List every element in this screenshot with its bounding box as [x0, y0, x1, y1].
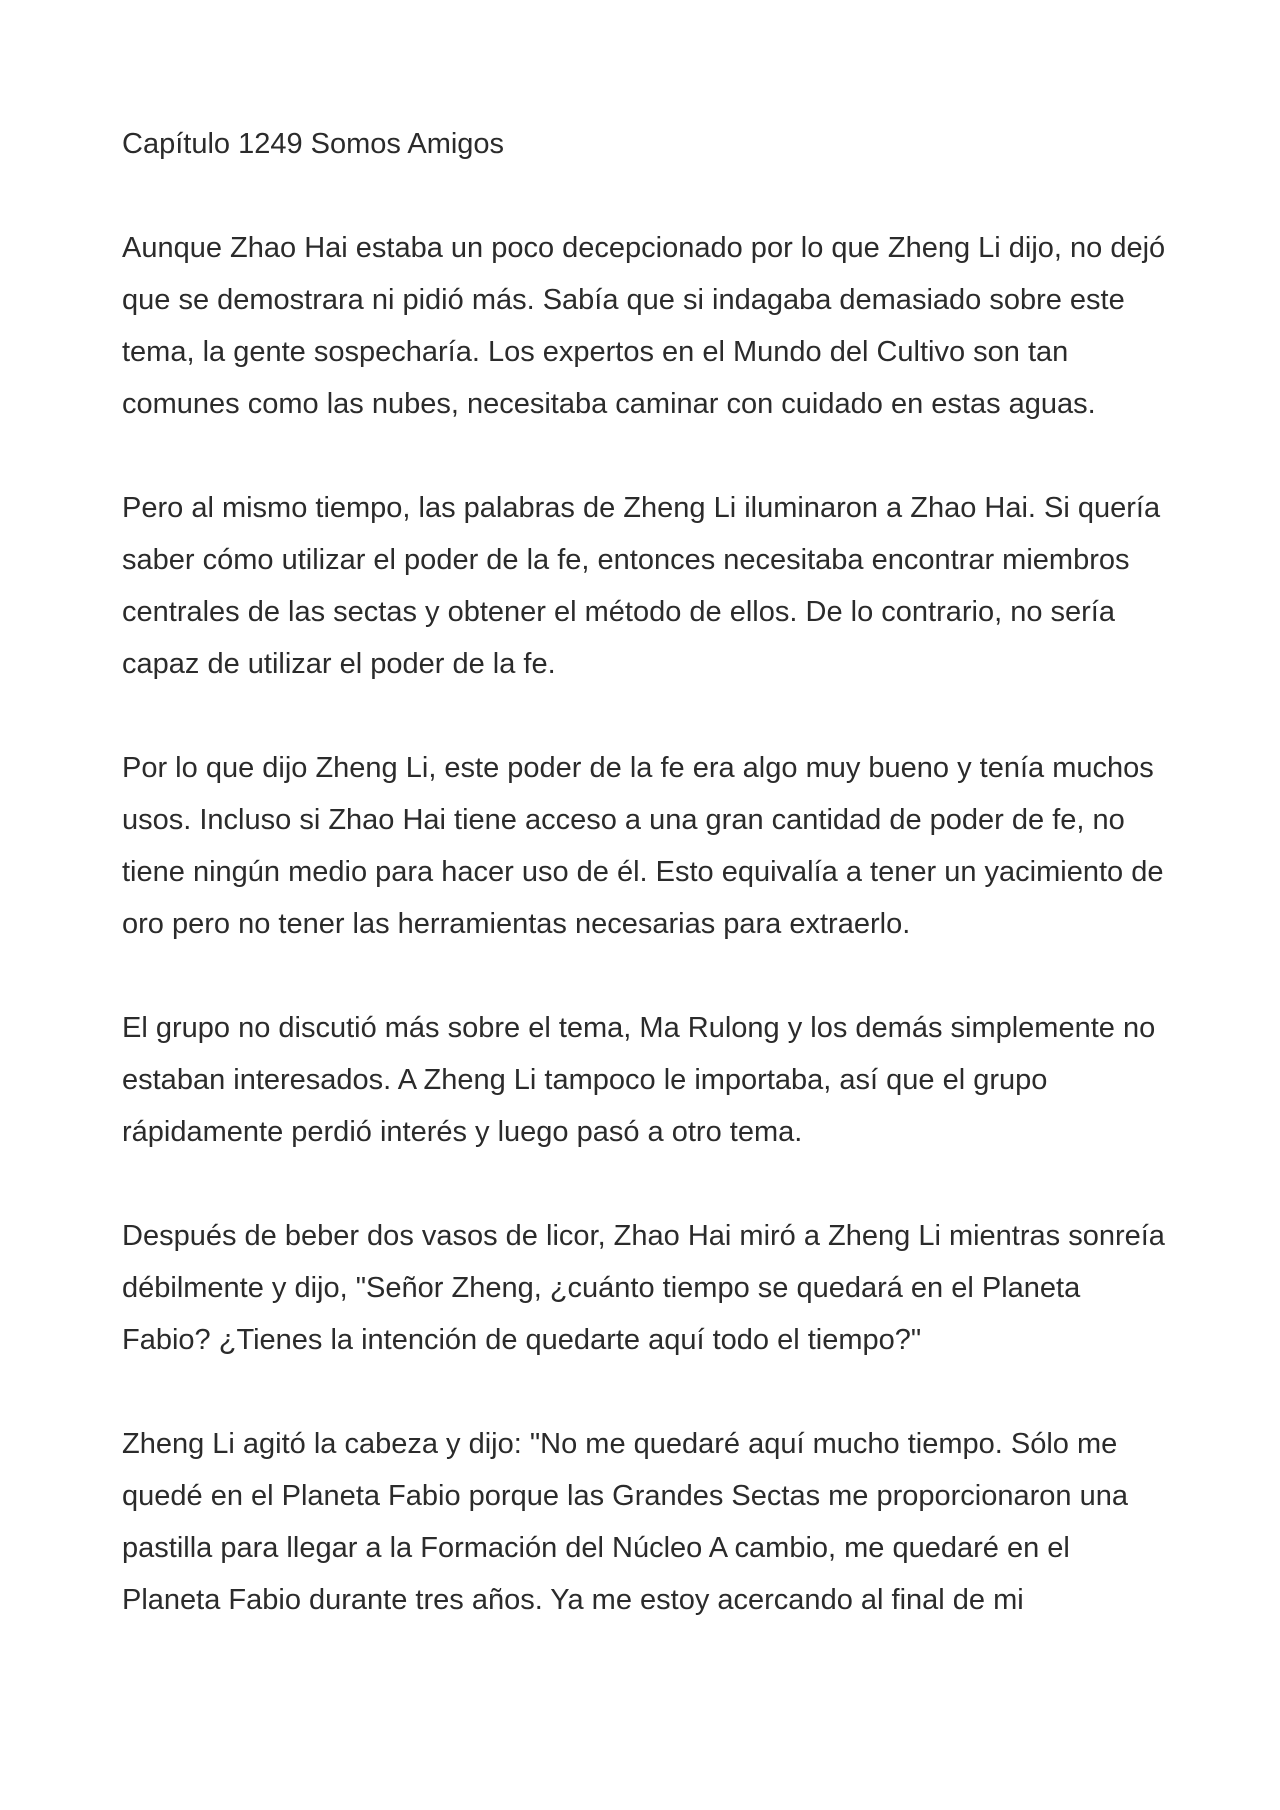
document-content [122, 118, 1167, 1626]
paragraph-4: El grupo no discutió más sobre el tema, Ma Rulong y los demás simplemente no estaban interesados. A Zheng Li tampoco le importaba, así que el grupo rápidamente perdió interés y luego pasó a otro tema. [122, 1012, 1156, 1148]
chapter-title: Capítulo 1249 Somos Amigos [122, 128, 505, 160]
paragraph-3: Por lo que dijo Zheng Li, este poder de la fe era algo muy bueno y tenía muchos usos. Incluso si Zhao Hai tiene acceso a una gran cantidad de poder de fe, no tiene ningún medio para hacer uso de él. Esto equivalía a tener un yacimiento de oro pero no tener las herramientas necesarias para extraerlo. [122, 752, 1164, 940]
paragraph-6: Zheng Li agitó la cabeza y dijo: "No me quedaré aquí mucho tiempo. Sólo me quedé en el Planeta Fabio porque las Grandes Sectas me proporcionaron una pastilla para llegar a la Formación del Núcleo A cambio, me quedaré en el Planeta Fabio durante tres años. Ya me estoy acercando al final de mi [122, 1428, 1128, 1616]
paragraph-2: Pero al mismo tiempo, las palabras de Zheng Li iluminaron a Zhao Hai. Si quería saber cómo utilizar el poder de la fe, entonces necesitaba encontrar miembros centrales de las sectas y obtener el método de ellos. De lo contrario, no sería capaz de utilizar el poder de la fe. [122, 492, 1161, 680]
paragraph-1: Aunque Zhao Hai estaba un poco decepcionado por lo que Zheng Li dijo, no dejó que se demostrara ni pidió más. Sabía que si indagaba demasiado sobre este tema, la gente sospecharía. Los expertos en el Mundo del Cultivo son tan comunes como las nubes, necesitaba caminar con cuidado en estas aguas. [122, 232, 1166, 420]
paragraph-5: Después de beber dos vasos de licor, Zhao Hai miró a Zheng Li mientras sonreía débilmente y dijo, "Señor Zheng, ¿cuánto tiempo se quedará en el Planeta Fabio? ¿Tienes la intención de quedarte aquí todo el tiempo?" [122, 1220, 1165, 1356]
